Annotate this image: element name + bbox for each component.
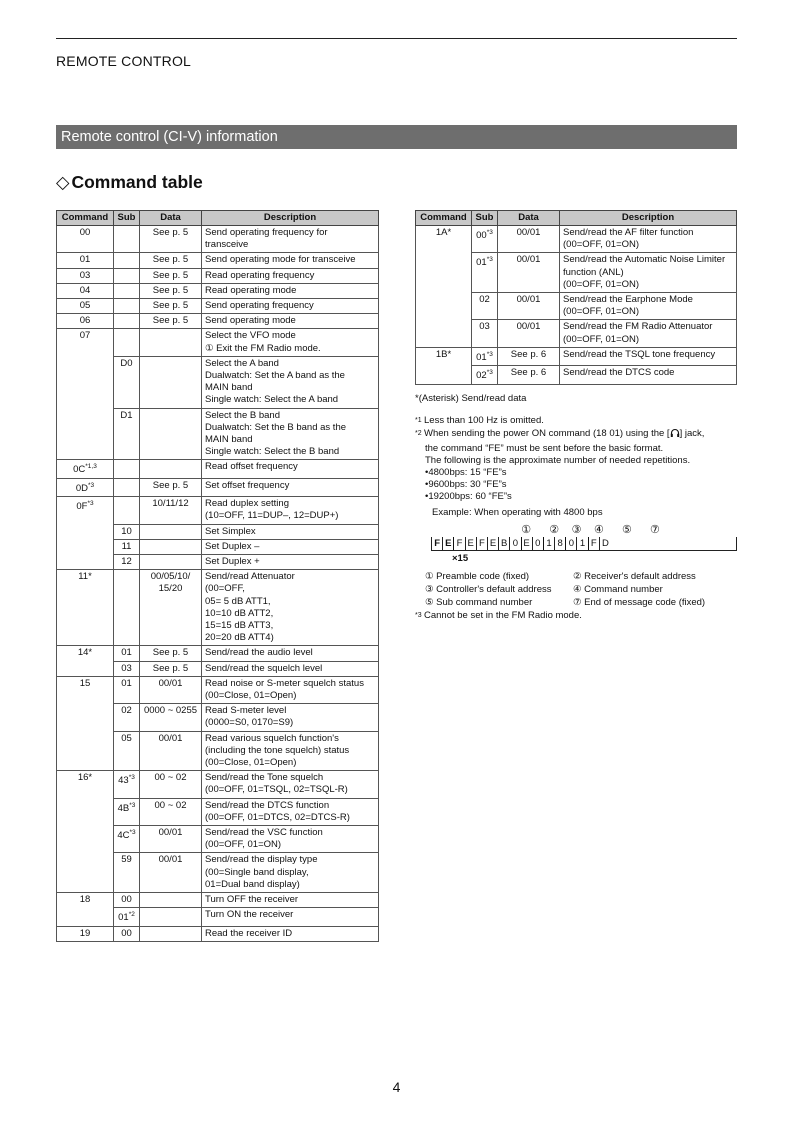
section-title: Remote control (CI-V) information xyxy=(56,125,737,149)
cell-sub xyxy=(114,283,140,298)
table-row xyxy=(57,893,379,908)
cell-data: See p. 6 xyxy=(498,366,560,384)
footnote-2: *2 When sending the power ON command (18 01) using the [ ] jack, xyxy=(415,428,737,442)
frame-byte: E xyxy=(522,537,533,550)
cell-data: 00/01 xyxy=(498,226,560,253)
col-header-description: Description xyxy=(202,211,379,226)
cell-data: 00/01 xyxy=(140,676,202,703)
cell-command: 06 xyxy=(57,314,114,329)
command-table-heading xyxy=(56,172,203,193)
frame-byte: 0 xyxy=(566,537,577,550)
cell-data xyxy=(140,554,202,569)
rate-19200: •19200bps: 60 “FE”s xyxy=(425,491,512,503)
cell-sub: 12 xyxy=(114,554,140,569)
cell-sub: 02 xyxy=(472,293,498,320)
frame-byte: 8 xyxy=(555,537,566,550)
cell-data xyxy=(140,908,202,926)
rate-9600: •9600bps: 30 “FE”s xyxy=(425,479,507,491)
cell-description: Read noise or S-meter squelch status (00=Close, 01=Open) xyxy=(202,676,379,703)
table-row xyxy=(416,347,737,365)
legend-item: ① Preamble code (fixed) xyxy=(425,571,530,583)
cell-data: 00 ~ 02 xyxy=(140,798,202,825)
cell-data xyxy=(140,460,202,478)
headphone-icon xyxy=(670,428,680,442)
frame-num-4: ④ xyxy=(594,523,604,536)
cell-command: 15 xyxy=(57,676,114,770)
frame-byte: E xyxy=(443,537,454,550)
cell-sub: D1 xyxy=(114,408,140,460)
cell-data: 0000 ~ 0255 xyxy=(140,704,202,731)
cell-description: Set offset frequency xyxy=(202,478,379,496)
cell-description: Send operating mode xyxy=(202,314,379,329)
frame-byte: E xyxy=(466,537,477,550)
cell-description: Select the A band Dualwatch: Set the A band as the MAIN band Single watch: Select the A band xyxy=(202,356,379,408)
cell-sub: 02$^{*3}$ xyxy=(472,366,498,384)
legend-item: ③ Controller's default address xyxy=(425,584,552,596)
cell-description: Send/read the DTCS code xyxy=(560,366,737,384)
frame-num-7: ⑦ xyxy=(650,523,660,536)
table-row xyxy=(57,771,379,798)
frame-legend xyxy=(425,571,737,610)
cell-description: Send/read the audio level xyxy=(202,646,379,661)
frame-byte: B xyxy=(499,537,510,550)
table-row xyxy=(57,283,379,298)
cell-sub: 00 xyxy=(114,926,140,941)
table-header-row xyxy=(416,211,737,226)
cell-description: Send/read the Automatic Noise Limiter function (ANL) (00=OFF, 01=ON) xyxy=(560,253,737,293)
cell-description: Read offset frequency xyxy=(202,460,379,478)
cell-data: 00/01 xyxy=(498,253,560,293)
command-table-heading-text: Command table xyxy=(71,172,203,192)
table-row xyxy=(57,570,379,646)
cell-sub: 02 xyxy=(114,704,140,731)
cell-sub: 05 xyxy=(114,731,140,771)
cell-sub xyxy=(114,497,140,524)
diamond-icon: ◇ xyxy=(56,172,70,192)
cell-command: $0F^{*3}$ xyxy=(57,497,114,570)
cell-command: 16* xyxy=(57,771,114,893)
frame-num-3: ③ xyxy=(571,523,582,536)
frame-byte: D xyxy=(601,537,609,549)
cell-command: 18 xyxy=(57,893,114,927)
frame-num-2: ② xyxy=(549,523,560,536)
footnote-2-line3: The following is the approximate number of needed repetitions. xyxy=(425,454,691,466)
cell-data xyxy=(140,356,202,408)
col-header-data: Data xyxy=(140,211,202,226)
cell-description: Send operating mode for transceive xyxy=(202,253,379,268)
table-row xyxy=(57,226,379,253)
cell-description: Set Duplex – xyxy=(202,539,379,554)
cell-command: 03 xyxy=(57,268,114,283)
repeat-count: ×15 xyxy=(452,552,469,564)
cell-sub: $4B^{*3}$ xyxy=(114,798,140,825)
cell-sub xyxy=(114,314,140,329)
table-row xyxy=(57,329,379,356)
table-row xyxy=(57,676,379,703)
cell-data: See p. 5 xyxy=(140,661,202,676)
cell-description: Send operating frequency for transceive xyxy=(202,226,379,253)
example-caption: Example: When operating with 4800 bps xyxy=(432,506,603,518)
cell-data: 00/01 xyxy=(498,320,560,347)
table-row xyxy=(57,460,379,478)
frame-byte: F xyxy=(589,537,600,550)
legend-item: ④ Command number xyxy=(573,584,663,596)
frame-byte: 0 xyxy=(510,537,521,550)
cell-description: Select the B band Dualwatch: Set the B band as the MAIN band Single watch: Select the B band xyxy=(202,408,379,460)
cell-description: Read operating frequency xyxy=(202,268,379,283)
cell-sub xyxy=(114,460,140,478)
frame-byte: 1 xyxy=(577,537,588,550)
col-header-command: Command xyxy=(57,211,114,226)
cell-description: Send/read the squelch level xyxy=(202,661,379,676)
table-row xyxy=(416,226,737,253)
cell-command: 14* xyxy=(57,646,114,676)
cell-sub: 43$^{*3}$ xyxy=(114,771,140,798)
cell-sub xyxy=(114,253,140,268)
col-header-data: Data xyxy=(498,211,560,226)
cell-description: Send/read the Tone squelch (00=OFF, 01=TSQL, 02=TSQL-R) xyxy=(202,771,379,798)
table-row xyxy=(57,253,379,268)
header-rule xyxy=(56,38,737,39)
col-header-description: Description xyxy=(560,211,737,226)
cell-description: Send/read the TSQL tone frequency xyxy=(560,347,737,365)
cell-description: Send/read Attenuator (00=OFF, 05= 5 dB ATT1, 10=10 dB ATT2, 15=15 dB ATT3, 20=20 dB ATT4) xyxy=(202,570,379,646)
cell-data: See p. 5 xyxy=(140,314,202,329)
col-header-sub: Sub xyxy=(114,211,140,226)
cell-description: Send/read the AF filter function (00=OFF, 01=ON) xyxy=(560,226,737,253)
cell-sub xyxy=(114,226,140,253)
table-row xyxy=(57,299,379,314)
cell-description: Send/read the VSC function (00=OFF, 01=ON) xyxy=(202,826,379,853)
cell-command: 01 xyxy=(57,253,114,268)
cell-data: See p. 5 xyxy=(140,299,202,314)
cell-command: 1A* xyxy=(416,226,472,348)
cell-data xyxy=(140,408,202,460)
cell-data: 00/05/10/ 15/20 xyxy=(140,570,202,646)
table-row xyxy=(57,268,379,283)
cell-sub: 03 xyxy=(114,661,140,676)
footnote-3: *3 Cannot be set in the FM Radio mode. xyxy=(415,609,582,621)
cell-sub xyxy=(114,329,140,356)
cell-data xyxy=(140,524,202,539)
cell-sub: 00$^{*3}$ xyxy=(472,226,498,253)
cell-description: Set Simplex xyxy=(202,524,379,539)
cell-data xyxy=(140,329,202,356)
col-header-command: Command xyxy=(416,211,472,226)
legend-item: ⑤ Sub command number xyxy=(425,597,533,609)
cell-data: See p. 5 xyxy=(140,268,202,283)
frame-byte: F xyxy=(477,537,488,550)
cell-description: Turn OFF the receiver xyxy=(202,893,379,908)
table-row xyxy=(57,497,379,524)
cell-sub xyxy=(114,299,140,314)
cell-data: See p. 5 xyxy=(140,646,202,661)
cell-data: See p. 5 xyxy=(140,283,202,298)
cell-command: 00 xyxy=(57,226,114,253)
cell-command: $0C^{*1,3}$ xyxy=(57,460,114,478)
table-row xyxy=(57,478,379,496)
cell-description: Set Duplex + xyxy=(202,554,379,569)
cell-description: Read various squelch function's (including the tone squelch) status (00=Close, 01=Open) xyxy=(202,731,379,771)
cell-data: See p. 5 xyxy=(140,226,202,253)
col-header-sub: Sub xyxy=(472,211,498,226)
cell-command: 04 xyxy=(57,283,114,298)
cell-command: 19 xyxy=(57,926,114,941)
footnote-2-line2: the command “FE” must be sent before the basic format. xyxy=(425,442,664,454)
cell-command: 07 xyxy=(57,329,114,460)
cell-sub: 03 xyxy=(472,320,498,347)
table-row xyxy=(57,646,379,661)
command-table-right xyxy=(415,210,737,385)
cell-sub xyxy=(114,268,140,283)
frame-bytes xyxy=(431,537,737,551)
cell-sub: 01$^{*3}$ xyxy=(472,253,498,293)
legend-item: ② Receiver's default address xyxy=(573,571,696,583)
frame-byte: F xyxy=(454,537,465,550)
cell-sub xyxy=(114,570,140,646)
cell-sub xyxy=(114,478,140,496)
cell-sub: D0 xyxy=(114,356,140,408)
cell-description: Send/read the Earphone Mode (00=OFF, 01=ON) xyxy=(560,293,737,320)
cell-sub: 11 xyxy=(114,539,140,554)
cell-description: Select the VFO mode ① Exit the FM Radio mode. xyxy=(202,329,379,356)
frame-byte: 1 xyxy=(544,537,555,550)
asterisk-note: *(Asterisk) Send/read data xyxy=(415,393,527,404)
cell-sub: 01$^{*2}$ xyxy=(114,908,140,926)
table-header-row xyxy=(57,211,379,226)
cell-description: Read the receiver ID xyxy=(202,926,379,941)
cell-description: Send/read the FM Radio Attenuator (00=OFF, 01=ON) xyxy=(560,320,737,347)
cell-description: Send/read the DTCS function (00=OFF, 01=DTCS, 02=DTCS-R) xyxy=(202,798,379,825)
cell-data: 00/01 xyxy=(498,293,560,320)
command-table-left xyxy=(56,210,379,942)
cell-data: 00 ~ 02 xyxy=(140,771,202,798)
frame-field-numbers xyxy=(431,523,737,537)
cell-sub: $4C^{*3}$ xyxy=(114,826,140,853)
cell-description: Send/read the display type (00=Single band display, 01=Dual band display) xyxy=(202,853,379,893)
cell-description: Read operating mode xyxy=(202,283,379,298)
table-row xyxy=(57,314,379,329)
command-frame-diagram xyxy=(431,523,737,565)
cell-command: 05 xyxy=(57,299,114,314)
cell-sub: 01 xyxy=(114,676,140,703)
cell-description: Read S-meter level (0000=S0, 0170=S9) xyxy=(202,704,379,731)
table-row xyxy=(57,926,379,941)
cell-sub: 00 xyxy=(114,893,140,908)
cell-data: 00/01 xyxy=(140,826,202,853)
footnote-1: *1 Less than 100 Hz is omitted. xyxy=(415,415,544,427)
rate-4800: •4800bps: 15 “FE”s xyxy=(425,467,507,479)
cell-data xyxy=(140,926,202,941)
frame-byte: 0 xyxy=(533,537,544,550)
frame-num-5: ⑤ xyxy=(622,523,632,536)
cell-data: See p. 5 xyxy=(140,253,202,268)
cell-description: Send operating frequency xyxy=(202,299,379,314)
cell-description: Turn ON the receiver xyxy=(202,908,379,926)
footnotes xyxy=(415,393,737,622)
cell-command: 1B* xyxy=(416,347,472,384)
chapter-title: REMOTE CONTROL xyxy=(56,53,192,69)
cell-command: 11* xyxy=(57,570,114,646)
legend-item: ⑦ End of message code (fixed) xyxy=(573,597,706,609)
cell-data: 00/01 xyxy=(140,853,202,893)
frame-byte: E xyxy=(488,537,499,550)
cell-data: See p. 5 xyxy=(140,478,202,496)
cell-data: 10/11/12 xyxy=(140,497,202,524)
cell-data xyxy=(140,893,202,908)
frame-num-1: ① xyxy=(521,523,532,536)
cell-sub: 10 xyxy=(114,524,140,539)
cell-description: Read duplex setting (10=OFF, 11=DUP–, 12=DUP+) xyxy=(202,497,379,524)
cell-data: 00/01 xyxy=(140,731,202,771)
cell-data: See p. 6 xyxy=(498,347,560,365)
cell-data xyxy=(140,539,202,554)
cell-command: $0D^{*3}$ xyxy=(57,478,114,496)
cell-sub: 01 xyxy=(114,646,140,661)
frame-byte: F xyxy=(432,537,443,550)
page-number: 4 xyxy=(392,1079,401,1095)
cell-sub: 01$^{*3}$ xyxy=(472,347,498,365)
cell-sub: 59 xyxy=(114,853,140,893)
